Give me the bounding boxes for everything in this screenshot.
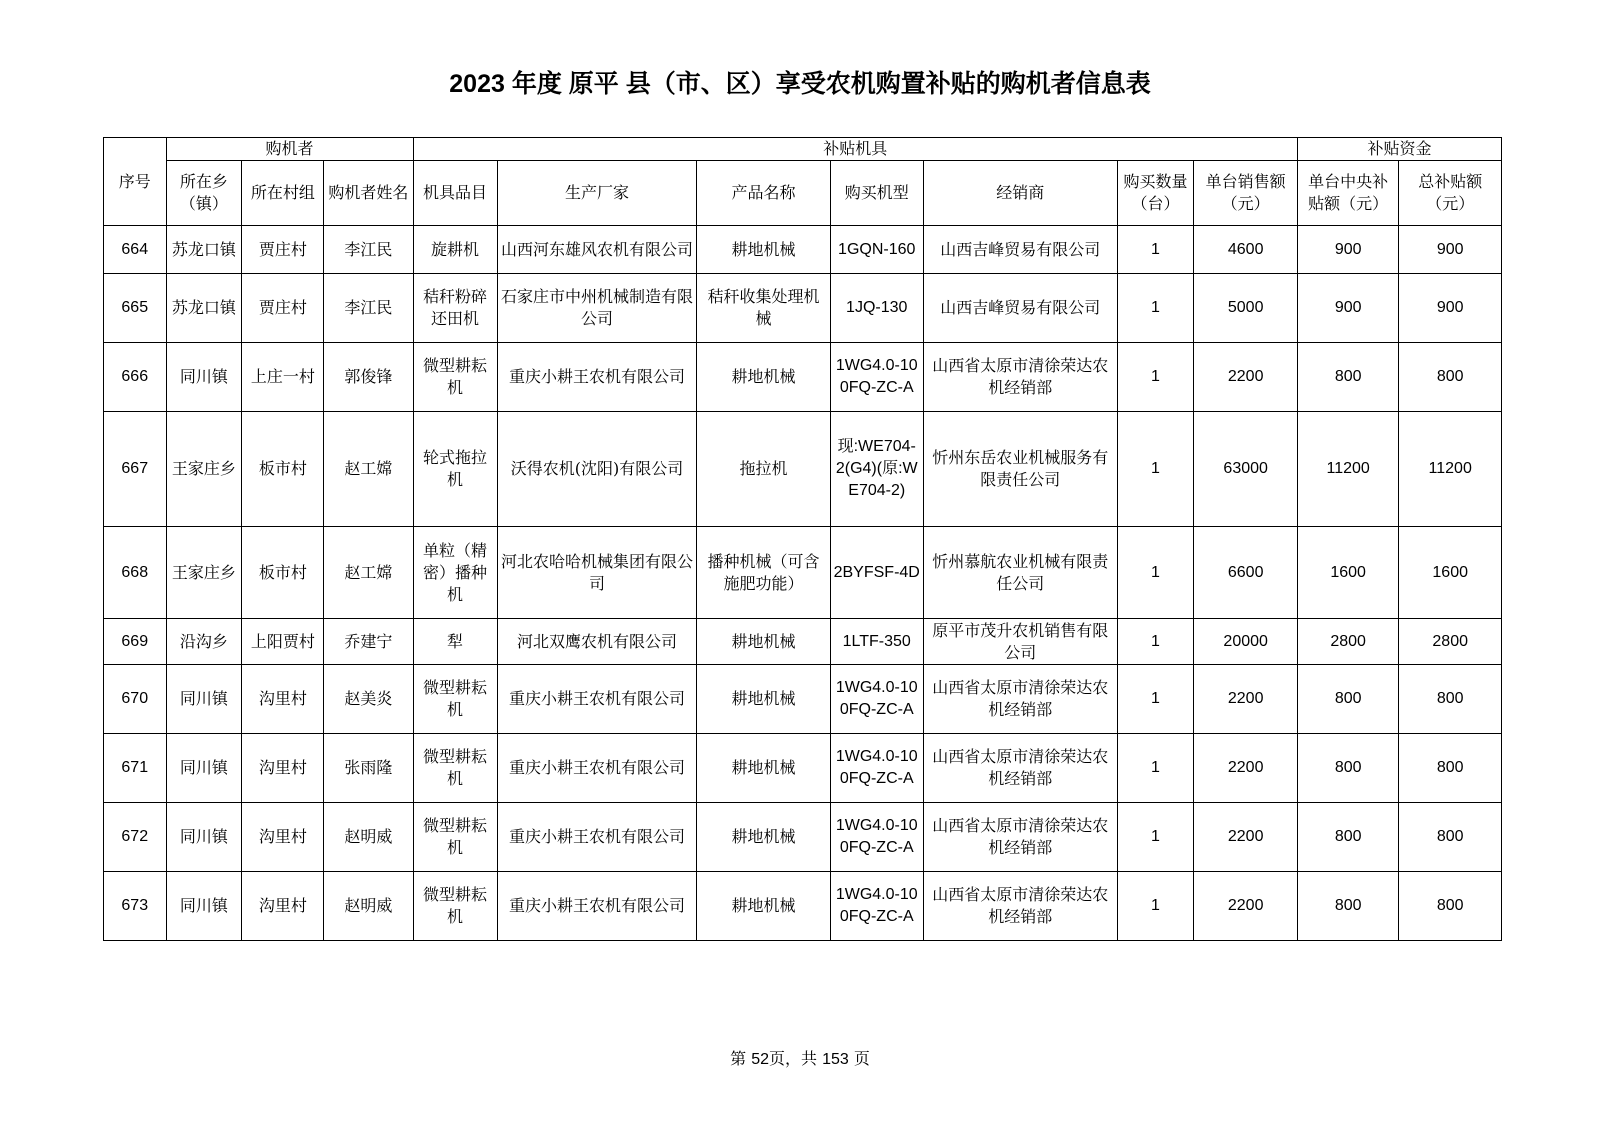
cell-product: 耕地机械 — [697, 226, 830, 274]
table-row — [104, 619, 1502, 665]
cell-village: 上阳贾村 — [242, 619, 324, 665]
cell-category: 微型耕耘机 — [413, 343, 497, 412]
cell-qty: 1 — [1117, 734, 1194, 803]
cell-manufacturer: 重庆小耕王农机有限公司 — [497, 665, 697, 734]
cell-qty: 1 — [1117, 665, 1194, 734]
cell-town: 沿沟乡 — [166, 619, 242, 665]
cell-model: 现:WE704-2(G4)(原:WE704-2) — [830, 412, 923, 527]
cell-village: 沟里村 — [242, 803, 324, 872]
cell-unit-price: 2200 — [1194, 665, 1298, 734]
cell-index: 669 — [104, 619, 167, 665]
cell-dealer: 山西省太原市清徐荣达农机经销部 — [923, 665, 1117, 734]
footer-prefix: 第 — [730, 1049, 747, 1068]
cell-dealer: 山西省太原市清徐荣达农机经销部 — [923, 803, 1117, 872]
cell-buyer-name: 张雨隆 — [324, 734, 413, 803]
cell-model: 1WG4.0-100FQ-ZC-A — [830, 872, 923, 941]
cell-index: 667 — [104, 412, 167, 527]
cell-unit-price: 2200 — [1194, 734, 1298, 803]
footer-total-pages: 153 — [822, 1051, 849, 1068]
table-row — [104, 226, 1502, 274]
cell-category: 微型耕耘机 — [413, 803, 497, 872]
cell-index: 668 — [104, 527, 167, 619]
footer-suffix: 页 — [853, 1049, 870, 1068]
footer-middle: 页，共 — [768, 1049, 817, 1068]
cell-buyer-name: 赵明威 — [324, 803, 413, 872]
table-row — [104, 527, 1502, 619]
cell-index: 664 — [104, 226, 167, 274]
footer-page-number: 52 — [751, 1051, 769, 1068]
cell-village: 上庄一村 — [242, 343, 324, 412]
header-product: 产品名称 — [697, 161, 830, 226]
table-row — [104, 343, 1502, 412]
cell-central-subsidy: 900 — [1297, 274, 1398, 343]
cell-manufacturer: 重庆小耕王农机有限公司 — [497, 803, 697, 872]
cell-model: 1WG4.0-100FQ-ZC-A — [830, 734, 923, 803]
cell-central-subsidy: 800 — [1297, 803, 1398, 872]
cell-village: 沟里村 — [242, 734, 324, 803]
cell-village: 板市村 — [242, 527, 324, 619]
cell-town: 同川镇 — [166, 734, 242, 803]
cell-qty: 1 — [1117, 343, 1194, 412]
cell-town: 同川镇 — [166, 343, 242, 412]
cell-town: 苏龙口镇 — [166, 274, 242, 343]
cell-central-subsidy: 1600 — [1297, 527, 1398, 619]
cell-category: 犁 — [413, 619, 497, 665]
header-manufacturer: 生产厂家 — [497, 161, 697, 226]
cell-product: 耕地机械 — [697, 619, 830, 665]
header-dealer: 经销商 — [923, 161, 1117, 226]
table-row — [104, 803, 1502, 872]
cell-index: 665 — [104, 274, 167, 343]
cell-village: 板市村 — [242, 412, 324, 527]
cell-village: 沟里村 — [242, 872, 324, 941]
cell-qty: 1 — [1117, 619, 1194, 665]
cell-product: 拖拉机 — [697, 412, 830, 527]
header-category: 机具品目 — [413, 161, 497, 226]
table-row — [104, 734, 1502, 803]
cell-dealer: 山西省太原市清徐荣达农机经销部 — [923, 343, 1117, 412]
cell-category: 轮式拖拉机 — [413, 412, 497, 527]
cell-village: 贾庄村 — [242, 274, 324, 343]
cell-buyer-name: 赵工嫦 — [324, 412, 413, 527]
cell-buyer-name: 乔建宁 — [324, 619, 413, 665]
cell-central-subsidy: 800 — [1297, 734, 1398, 803]
cell-manufacturer: 沃得农机(沈阳)有限公司 — [497, 412, 697, 527]
cell-product: 耕地机械 — [697, 872, 830, 941]
cell-dealer: 山西吉峰贸易有限公司 — [923, 226, 1117, 274]
cell-manufacturer: 石家庄市中州机械制造有限公司 — [497, 274, 697, 343]
cell-index: 671 — [104, 734, 167, 803]
cell-total-subsidy: 800 — [1399, 872, 1502, 941]
cell-category: 旋耕机 — [413, 226, 497, 274]
cell-dealer: 山西省太原市清徐荣达农机经销部 — [923, 872, 1117, 941]
cell-manufacturer: 河北农哈哈机械集团有限公司 — [497, 527, 697, 619]
cell-manufacturer: 重庆小耕王农机有限公司 — [497, 872, 697, 941]
header-model: 购买机型 — [830, 161, 923, 226]
cell-buyer-name: 赵工嫦 — [324, 527, 413, 619]
cell-product: 耕地机械 — [697, 665, 830, 734]
cell-unit-price: 2200 — [1194, 803, 1298, 872]
cell-model: 1LTF-350 — [830, 619, 923, 665]
cell-unit-price: 4600 — [1194, 226, 1298, 274]
cell-unit-price: 5000 — [1194, 274, 1298, 343]
cell-model: 1GQN-160 — [830, 226, 923, 274]
cell-category: 微型耕耘机 — [413, 872, 497, 941]
cell-town: 同川镇 — [166, 803, 242, 872]
cell-buyer-name: 郭俊锋 — [324, 343, 413, 412]
cell-index: 670 — [104, 665, 167, 734]
cell-qty: 1 — [1117, 872, 1194, 941]
cell-central-subsidy: 800 — [1297, 665, 1398, 734]
cell-product: 耕地机械 — [697, 803, 830, 872]
cell-model: 1WG4.0-100FQ-ZC-A — [830, 343, 923, 412]
header-central-subsidy: 单台中央补贴额（元） — [1297, 161, 1398, 226]
header-qty: 购买数量（台） — [1117, 161, 1194, 226]
header-index: 序号 — [104, 138, 167, 226]
table-row — [104, 872, 1502, 941]
cell-dealer: 忻州慕航农业机械有限责任公司 — [923, 527, 1117, 619]
header-total-subsidy: 总补贴额（元） — [1399, 161, 1502, 226]
cell-total-subsidy: 800 — [1399, 343, 1502, 412]
table-row — [104, 412, 1502, 527]
cell-total-subsidy: 900 — [1399, 274, 1502, 343]
cell-dealer: 原平市茂升农机销售有限公司 — [923, 619, 1117, 665]
cell-dealer: 山西省太原市清徐荣达农机经销部 — [923, 734, 1117, 803]
cell-central-subsidy: 800 — [1297, 872, 1398, 941]
cell-central-subsidy: 2800 — [1297, 619, 1398, 665]
cell-village: 贾庄村 — [242, 226, 324, 274]
cell-index: 672 — [104, 803, 167, 872]
page-title: 2023 年度 原平 县（市、区）享受农机购置补贴的购机者信息表 — [449, 70, 1151, 98]
cell-product: 播种机械（可含施肥功能） — [697, 527, 830, 619]
cell-qty: 1 — [1117, 527, 1194, 619]
cell-unit-price: 2200 — [1194, 343, 1298, 412]
cell-unit-price: 63000 — [1194, 412, 1298, 527]
cell-buyer-name: 李江民 — [324, 274, 413, 343]
header-town: 所在乡（镇） — [166, 161, 242, 226]
cell-model: 1JQ-130 — [830, 274, 923, 343]
table-row — [104, 274, 1502, 343]
header-buyer-name: 购机者姓名 — [324, 161, 413, 226]
cell-town: 同川镇 — [166, 872, 242, 941]
cell-total-subsidy: 800 — [1399, 803, 1502, 872]
cell-total-subsidy: 2800 — [1399, 619, 1502, 665]
cell-central-subsidy: 900 — [1297, 226, 1398, 274]
cell-model: 1WG4.0-100FQ-ZC-A — [830, 665, 923, 734]
cell-unit-price: 6600 — [1194, 527, 1298, 619]
cell-buyer-name: 赵明威 — [324, 872, 413, 941]
cell-qty: 1 — [1117, 226, 1194, 274]
cell-qty: 1 — [1117, 412, 1194, 527]
cell-qty: 1 — [1117, 274, 1194, 343]
cell-index: 673 — [104, 872, 167, 941]
cell-town: 王家庄乡 — [166, 412, 242, 527]
cell-total-subsidy: 1600 — [1399, 527, 1502, 619]
cell-qty: 1 — [1117, 803, 1194, 872]
cell-buyer-name: 赵美炎 — [324, 665, 413, 734]
group-header-machine: 补贴机具 — [413, 138, 1297, 161]
cell-category: 单粒（精密）播种机 — [413, 527, 497, 619]
group-header-buyer: 购机者 — [166, 138, 413, 161]
cell-index: 666 — [104, 343, 167, 412]
cell-total-subsidy: 11200 — [1399, 412, 1502, 527]
cell-town: 王家庄乡 — [166, 527, 242, 619]
cell-category: 微型耕耘机 — [413, 734, 497, 803]
cell-buyer-name: 李江民 — [324, 226, 413, 274]
header-village: 所在村组 — [242, 161, 324, 226]
cell-dealer: 忻州东岳农业机械服务有限责任公司 — [923, 412, 1117, 527]
cell-total-subsidy: 800 — [1399, 734, 1502, 803]
cell-unit-price: 2200 — [1194, 872, 1298, 941]
cell-model: 2BYFSF-4D — [830, 527, 923, 619]
cell-manufacturer: 山西河东雄风农机有限公司 — [497, 226, 697, 274]
table-row — [104, 665, 1502, 734]
page-footer — [0, 1046, 1600, 1069]
cell-central-subsidy: 800 — [1297, 343, 1398, 412]
header-unit-price: 单台销售额（元） — [1194, 161, 1298, 226]
cell-total-subsidy: 900 — [1399, 226, 1502, 274]
cell-village: 沟里村 — [242, 665, 324, 734]
cell-manufacturer: 重庆小耕王农机有限公司 — [497, 734, 697, 803]
cell-product: 秸秆收集处理机械 — [697, 274, 830, 343]
cell-unit-price: 20000 — [1194, 619, 1298, 665]
cell-total-subsidy: 800 — [1399, 665, 1502, 734]
cell-town: 同川镇 — [166, 665, 242, 734]
subsidy-table — [103, 137, 1502, 941]
cell-product: 耕地机械 — [697, 343, 830, 412]
cell-dealer: 山西吉峰贸易有限公司 — [923, 274, 1117, 343]
cell-manufacturer: 重庆小耕王农机有限公司 — [497, 343, 697, 412]
group-header-funds: 补贴资金 — [1297, 138, 1501, 161]
cell-town: 苏龙口镇 — [166, 226, 242, 274]
cell-manufacturer: 河北双鹰农机有限公司 — [497, 619, 697, 665]
cell-category: 秸秆粉碎还田机 — [413, 274, 497, 343]
cell-category: 微型耕耘机 — [413, 665, 497, 734]
cell-central-subsidy: 11200 — [1297, 412, 1398, 527]
cell-model: 1WG4.0-100FQ-ZC-A — [830, 803, 923, 872]
cell-product: 耕地机械 — [697, 734, 830, 803]
